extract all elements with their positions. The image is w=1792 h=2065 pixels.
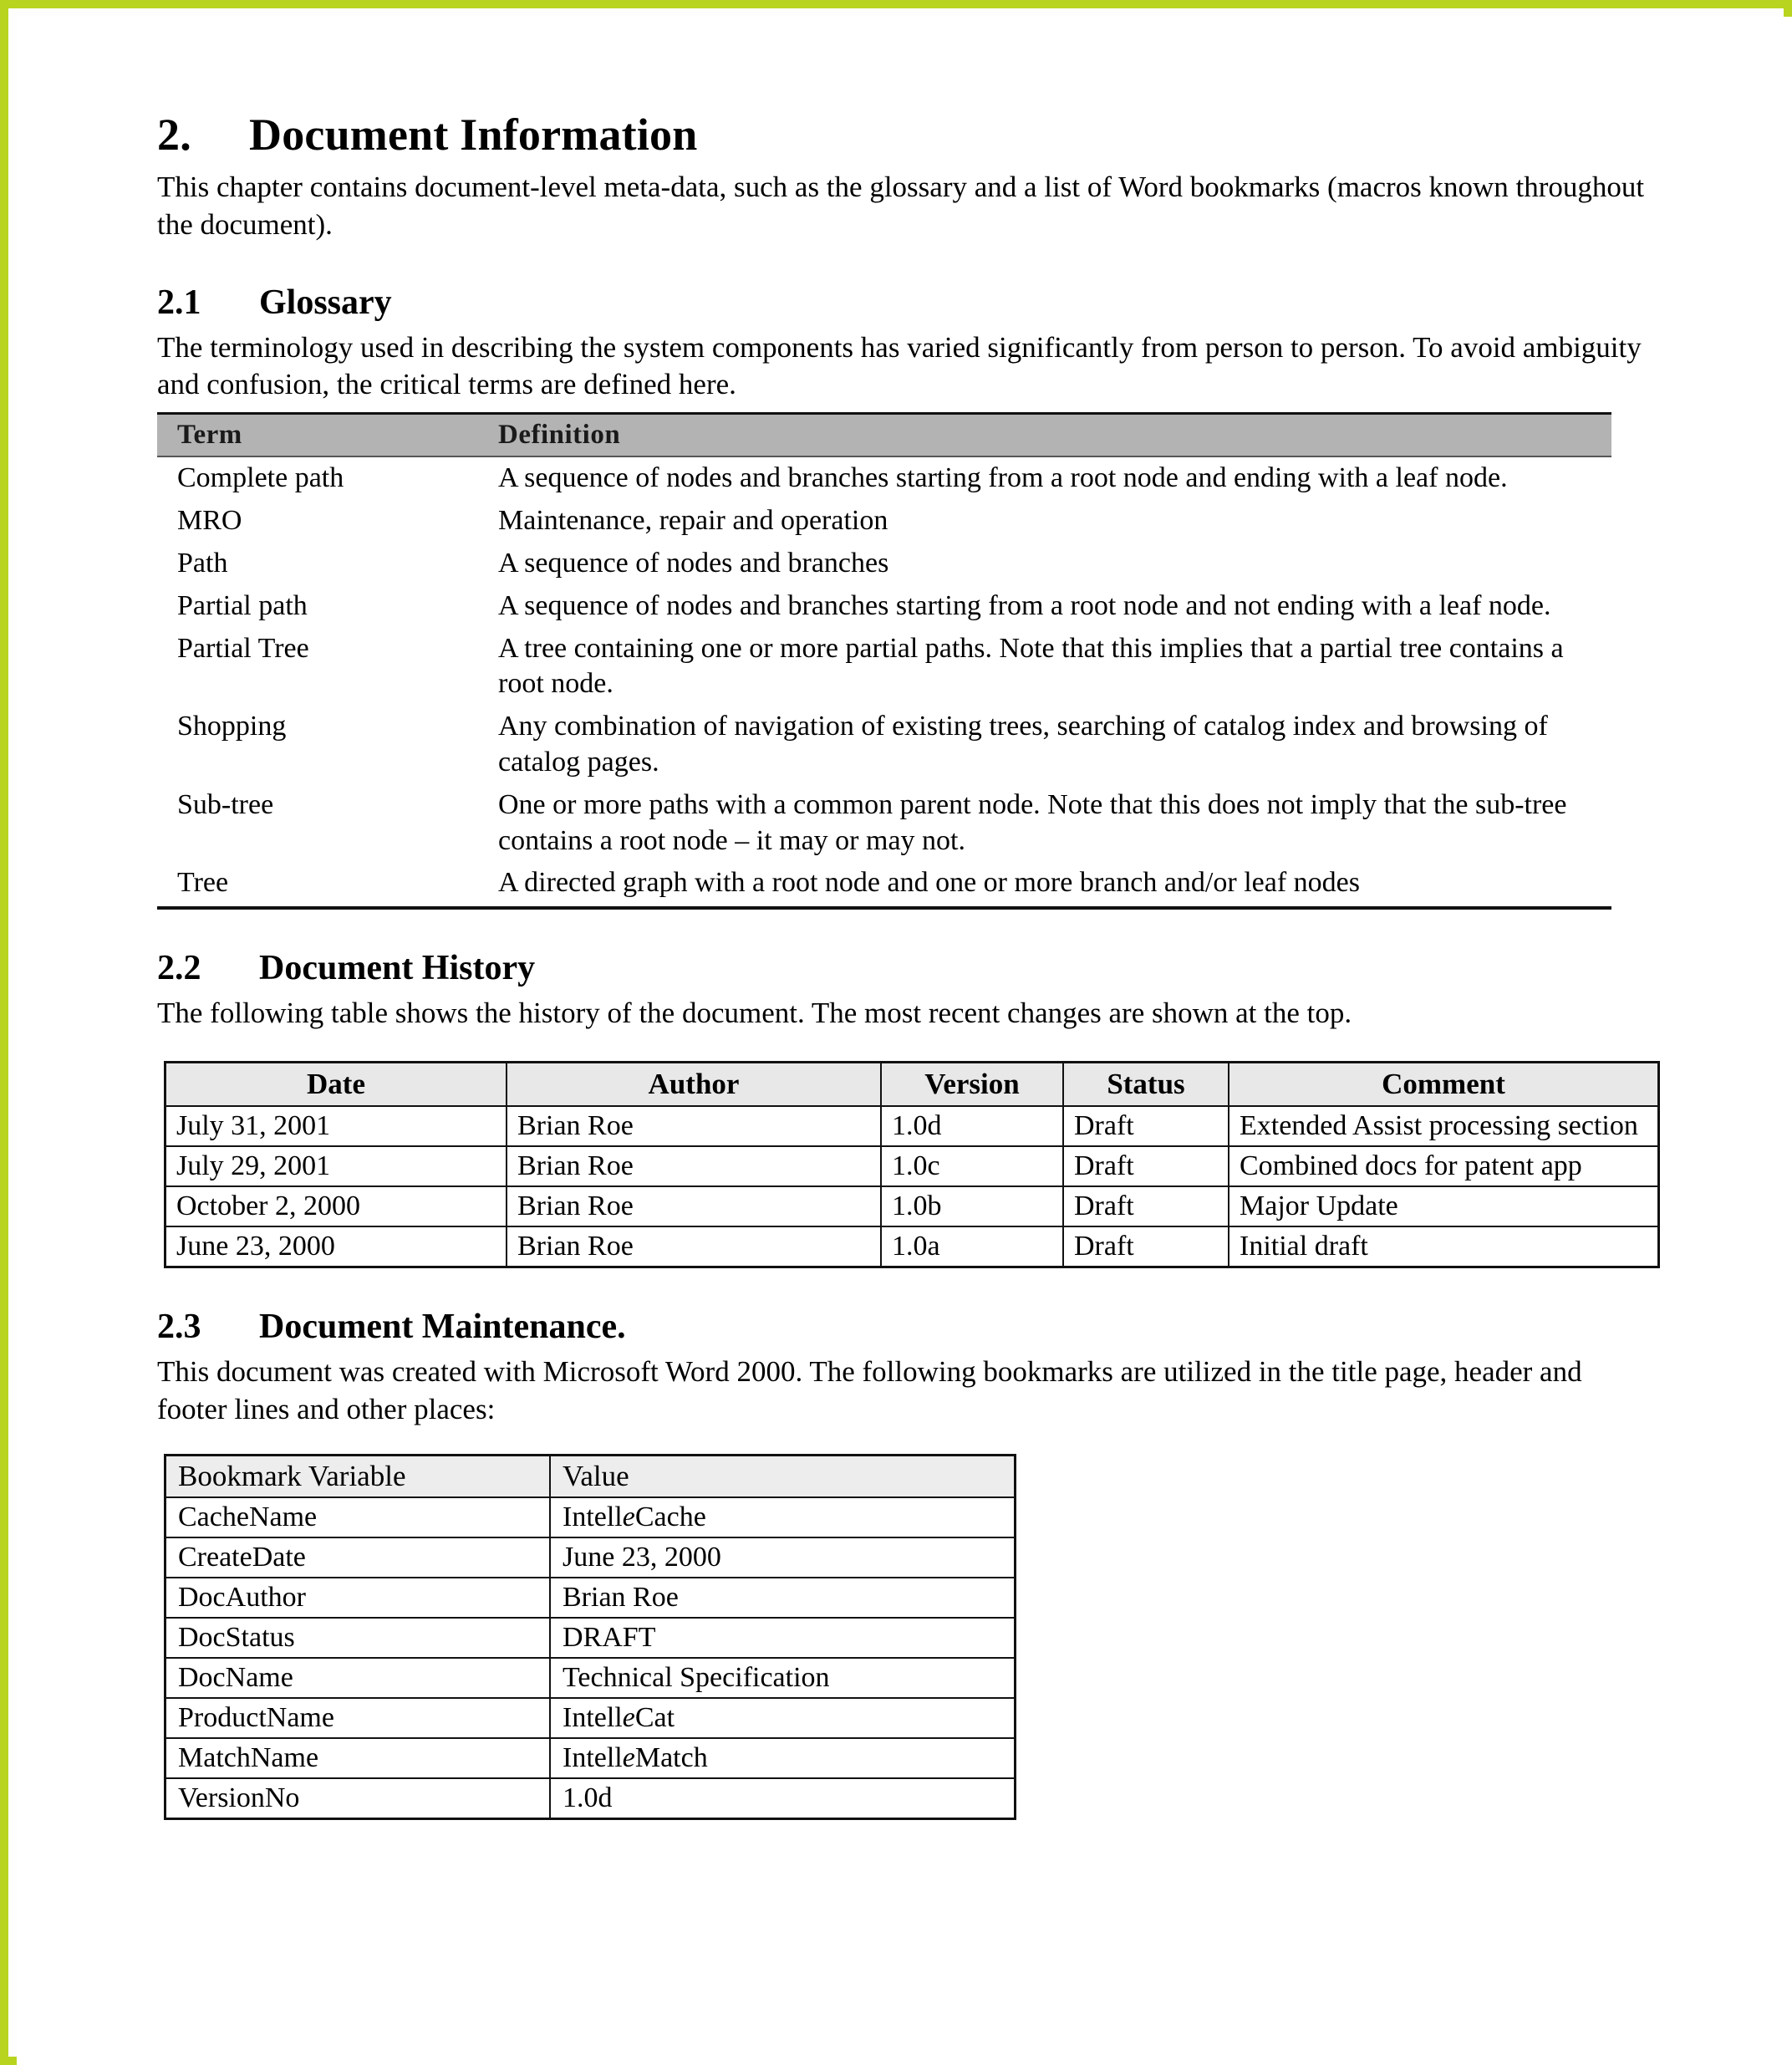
bookmark-header-value: Value: [550, 1455, 1016, 1497]
table-row: [165, 1738, 1016, 1778]
section-heading-history: [157, 948, 1645, 988]
bookmark-value: IntelleCat: [550, 1698, 1016, 1738]
bookmark-variable: CacheName: [165, 1497, 551, 1537]
glossary-definition: One or more paths with a common parent node. Note that this does not imply that the sub-tree contains a root node – it may or may not.: [498, 788, 1567, 856]
section-heading-maintenance: [157, 1307, 1645, 1347]
table-row: [165, 1618, 1016, 1658]
glossary-intro-paragraph: The terminology used in describing the system components has varied significantly from person to person. To avoid ambiguity and confusion, the critical terms are defined here.: [157, 330, 1642, 401]
history-table-head: [165, 1063, 1659, 1107]
bookmark-value: IntelleMatch: [550, 1738, 1016, 1778]
table-row: [165, 1778, 1016, 1819]
table-row: [165, 1146, 1659, 1186]
history-date: July 31, 2001: [165, 1106, 507, 1146]
page-surface: [17, 17, 1792, 2065]
table-row: [165, 1226, 1659, 1267]
table-row: [157, 628, 1611, 706]
section-title-glossary: Glossary: [259, 283, 392, 322]
bookmark-value: Brian Roe: [550, 1578, 1016, 1618]
table-row: [165, 1537, 1016, 1578]
table-row: [165, 1497, 1016, 1537]
table-row: [157, 500, 1611, 543]
glossary-definition: A tree containing one or more partial paths. Note that this implies that a partial tree contains a root node.: [498, 632, 1564, 700]
table-row: [157, 784, 1611, 863]
glossary-definition: Maintenance, repair and operation: [498, 505, 888, 537]
glossary-term: Complete path: [177, 462, 344, 494]
glossary-term: Shopping: [177, 711, 287, 742]
history-author: Brian Roe: [507, 1226, 881, 1267]
table-row: [165, 1186, 1659, 1226]
glossary-definition: Any combination of navigation of existing trees, searching of catalog index and browsing of catalog pages.: [498, 711, 1548, 778]
glossary-term: MRO: [177, 505, 242, 537]
history-version: 1.0b: [881, 1186, 1063, 1226]
history-version: 1.0a: [881, 1226, 1063, 1267]
history-date: June 23, 2000: [165, 1226, 507, 1267]
chapter-title: Document Information: [249, 110, 698, 160]
glossary-term: Partial path: [177, 589, 308, 621]
glossary-term: Sub-tree: [177, 788, 274, 820]
bookmark-variable: ProductName: [165, 1698, 551, 1738]
table-row: [157, 456, 1611, 500]
glossary-table-head: [157, 414, 1611, 457]
section-title-maintenance: Document Maintenance.: [259, 1308, 626, 1347]
bookmark-variable: DocStatus: [165, 1618, 551, 1658]
history-status: Draft: [1063, 1106, 1229, 1146]
history-header-status: Status: [1063, 1063, 1229, 1107]
table-row: [157, 706, 1611, 784]
glossary-term: Tree: [157, 862, 478, 908]
bookmark-table-body: [165, 1497, 1016, 1819]
history-comment: Initial draft: [1229, 1226, 1659, 1267]
section-number-history: 2.2: [157, 949, 201, 988]
history-comment: Extended Assist processing section: [1229, 1106, 1659, 1146]
history-comment: Combined docs for patent app: [1229, 1146, 1659, 1186]
history-header-date: Date: [165, 1063, 507, 1107]
bookmark-variable: DocAuthor: [165, 1578, 551, 1618]
bookmark-table-head: [165, 1455, 1016, 1497]
bookmark-variable: MatchName: [165, 1738, 551, 1778]
table-row: [157, 862, 1611, 908]
table-row: [165, 1578, 1016, 1618]
bookmark-header-row: [165, 1455, 1016, 1497]
glossary-definition: A sequence of nodes and branches starting from a root node and ending with a leaf node.: [498, 462, 1508, 494]
table-row: [165, 1698, 1016, 1738]
table-row: [165, 1106, 1659, 1146]
glossary-term: Partial Tree: [177, 632, 309, 664]
bookmark-value: IntelleCache: [550, 1497, 1016, 1537]
history-version: 1.0d: [881, 1106, 1063, 1146]
history-status: Draft: [1063, 1186, 1229, 1226]
chapter-heading: [157, 109, 1645, 161]
history-header-author: Author: [507, 1063, 881, 1107]
bookmark-value: DRAFT: [550, 1618, 1016, 1658]
history-author: Brian Roe: [507, 1146, 881, 1186]
table-row: [157, 585, 1611, 628]
glossary-header-definition: Definition: [478, 414, 1611, 457]
table-row: [157, 543, 1611, 585]
glossary-header-term: Term: [157, 414, 478, 457]
history-author: Brian Roe: [507, 1106, 881, 1146]
history-author: Brian Roe: [507, 1186, 881, 1226]
history-table-body: [165, 1106, 1659, 1267]
history-version: 1.0c: [881, 1146, 1063, 1186]
history-intro-paragraph: The following table shows the history of the document. The most recent changes are shown at the top.: [157, 997, 1352, 1030]
maintenance-intro-paragraph: This document was created with Microsoft Word 2000. The following bookmarks are utilized in the title page, header and footer lines and other places:: [157, 1355, 1582, 1425]
section-number-glossary: 2.1: [157, 283, 201, 322]
history-header-comment: Comment: [1229, 1063, 1659, 1107]
chapter-number: 2.: [157, 110, 191, 160]
glossary-definition: A directed graph with a root node and one or more branch and/or leaf nodes: [478, 862, 1611, 908]
glossary-definition: A sequence of nodes and branches: [498, 547, 889, 579]
table-row: [165, 1658, 1016, 1698]
history-header-version: Version: [881, 1063, 1063, 1107]
bookmark-variable: VersionNo: [165, 1778, 551, 1819]
glossary-term: Path: [177, 547, 228, 579]
history-header-row: [165, 1063, 1659, 1107]
bookmark-value: June 23, 2000: [550, 1537, 1016, 1578]
glossary-definition: A sequence of nodes and branches starting from a root node and not ending with a leaf node.: [498, 589, 1551, 621]
bookmark-variable-table: [164, 1454, 1016, 1820]
document-content: [157, 109, 1645, 1820]
bookmark-value: Technical Specification: [550, 1658, 1016, 1698]
history-status: Draft: [1063, 1226, 1229, 1267]
glossary-header-row: [157, 414, 1611, 457]
bookmark-value: 1.0d: [550, 1778, 1016, 1819]
history-status: Draft: [1063, 1146, 1229, 1186]
bookmark-header-variable: Bookmark Variable: [165, 1455, 551, 1497]
section-title-history: Document History: [259, 949, 536, 988]
section-number-maintenance: 2.3: [157, 1308, 201, 1347]
bookmark-variable: DocName: [165, 1658, 551, 1698]
glossary-table-body: [157, 456, 1611, 908]
history-date: July 29, 2001: [165, 1146, 507, 1186]
document-history-table: [164, 1061, 1660, 1268]
bookmark-variable: CreateDate: [165, 1537, 551, 1578]
section-heading-glossary: [157, 283, 1645, 323]
glossary-table: [157, 412, 1611, 910]
history-date: October 2, 2000: [165, 1186, 507, 1226]
history-comment: Major Update: [1229, 1186, 1659, 1226]
chapter-intro-paragraph: This chapter contains document-level meta-data, such as the glossary and a list of Word bookmarks (macros known throughout the document).: [157, 171, 1645, 241]
